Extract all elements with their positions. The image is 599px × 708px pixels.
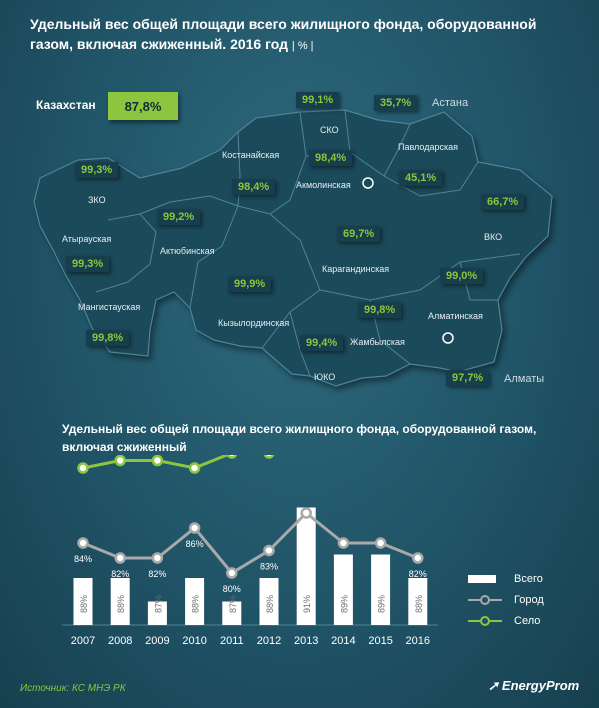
city-label-2012: 83% bbox=[259, 561, 279, 572]
region-value-aktobe: 99,2% bbox=[157, 209, 200, 225]
x-tick-2014: 2014 bbox=[331, 635, 356, 647]
legend-bar-swatch bbox=[468, 572, 508, 586]
region-value-mangistau: 99,8% bbox=[86, 330, 129, 346]
legend-city-swatch bbox=[468, 593, 508, 607]
region-name-almaty-obl: Алматинская bbox=[428, 311, 483, 321]
legend-item-village bbox=[468, 610, 544, 631]
city-label-2009: 82% bbox=[148, 569, 167, 579]
city-name-almaty: Алматы bbox=[504, 373, 545, 385]
region-value-zko: 99,3% bbox=[75, 162, 118, 178]
x-tick-2011: 2011 bbox=[219, 635, 244, 647]
region-value-akmola: 98,4% bbox=[309, 150, 352, 166]
city-point-2014 bbox=[339, 539, 348, 548]
city-label-2016: 82% bbox=[408, 569, 427, 579]
bar-label-2012: 88% bbox=[265, 594, 275, 613]
bar-label-2013: 91% bbox=[302, 594, 313, 613]
legend-label-city: Город bbox=[514, 593, 544, 606]
title-unit: | % | bbox=[291, 40, 314, 52]
logo-icon: ➚ bbox=[488, 678, 499, 693]
region-name-aktobe: Актюбинская bbox=[160, 246, 215, 256]
region-value-zhambyl: 99,8% bbox=[358, 302, 401, 318]
city-point-2008 bbox=[116, 554, 125, 563]
bar-label-2008: 88% bbox=[116, 594, 127, 613]
region-name-zhambyl: Жамбылская bbox=[350, 337, 405, 347]
x-tick-2012: 2012 bbox=[256, 635, 282, 647]
region-value-pavlodar: 45,1% bbox=[399, 170, 442, 186]
chart-title: Удельный вес общей площади всего жилищного фонда, оборудованной газом, включая сжиженный bbox=[62, 422, 537, 454]
region-value-kyzylorda: 99,9% bbox=[228, 276, 271, 292]
city-label-2013: 88% bbox=[297, 524, 316, 534]
city-point-2012 bbox=[265, 546, 274, 555]
city-label-2008: 82% bbox=[111, 569, 130, 579]
village-point-2011 bbox=[227, 455, 236, 458]
legend-item-city bbox=[468, 589, 544, 610]
x-tick-2008: 2008 bbox=[107, 635, 133, 647]
city-label-2010: 86% bbox=[185, 539, 204, 549]
region-value-uko: 99,4% bbox=[300, 335, 343, 351]
region-value-almaty-obl: 99,0% bbox=[440, 268, 483, 284]
region-name-uko: ЮКО bbox=[314, 372, 336, 382]
brand-logo bbox=[488, 678, 579, 694]
chart-legend bbox=[468, 568, 544, 631]
village-point-2009 bbox=[153, 456, 162, 465]
legend-item-total bbox=[468, 568, 544, 589]
region-value-karaganda: 69,7% bbox=[337, 226, 380, 242]
region-value-kostanay: 98,4% bbox=[232, 179, 275, 195]
legend-label-total: Всего bbox=[514, 572, 543, 585]
region-value-vko: 66,7% bbox=[481, 194, 524, 210]
city-point-2009 bbox=[153, 554, 162, 563]
legend-label-village: Село bbox=[514, 614, 541, 627]
city-value-almaty: 97,7% bbox=[446, 370, 489, 386]
city-point-2013 bbox=[302, 509, 311, 518]
bar-label-2009: 87% bbox=[153, 594, 164, 613]
city-point-2011 bbox=[227, 569, 236, 578]
x-tick-2009: 2009 bbox=[145, 635, 170, 647]
kazakhstan-label: Казахстан bbox=[36, 98, 96, 112]
village-point-2007 bbox=[79, 464, 88, 473]
city-point-2010 bbox=[190, 524, 199, 533]
bar-label-2011: 87% bbox=[227, 594, 238, 613]
region-name-sko: СКО bbox=[320, 125, 339, 135]
city-point-2016 bbox=[413, 554, 422, 563]
city-label-2011: 80% bbox=[222, 584, 241, 594]
x-tick-2007: 2007 bbox=[70, 635, 96, 647]
bar-label-2007: 88% bbox=[79, 594, 89, 613]
brand-name: EnergyProm bbox=[501, 678, 580, 693]
region-name-akmola: Акмолинская bbox=[296, 180, 351, 190]
city-name-astana: Астана bbox=[432, 97, 469, 109]
city-label-2007: 84% bbox=[73, 554, 93, 564]
region-name-karaganda: Карагандинская bbox=[322, 264, 390, 274]
bar-label-2014: 89% bbox=[339, 594, 350, 613]
region-name-pavlodar: Павлодарская bbox=[398, 142, 458, 152]
bar-label-2010: 88% bbox=[190, 594, 201, 613]
region-name-kostanay: Костанайская bbox=[222, 150, 280, 160]
village-label-2010 bbox=[186, 455, 204, 456]
region-name-zko: ЗКО bbox=[88, 195, 106, 205]
bar-2015 bbox=[371, 555, 390, 626]
region-name-mangistau: Мангистауская bbox=[78, 302, 141, 312]
village-label-2007 bbox=[74, 455, 92, 456]
legend-village-swatch bbox=[468, 614, 508, 628]
city-label-2015: 84% bbox=[371, 554, 390, 564]
bar-label-2015: 89% bbox=[376, 594, 387, 613]
city-point-2007 bbox=[79, 539, 88, 548]
x-tick-2010: 2010 bbox=[182, 635, 207, 647]
title-text: Удельный вес общей площади всего жилищного фонда, оборудованной газом, включая сжиженный. 2016 год bbox=[30, 16, 537, 52]
village-point-2012 bbox=[265, 455, 274, 458]
kazakhstan-value: 87,8% bbox=[108, 92, 178, 120]
source-note: Источник: КС МНЭ РК bbox=[20, 683, 126, 694]
region-value-sko: 99,1% bbox=[296, 92, 339, 108]
region-value-atyrau: 99,3% bbox=[66, 256, 109, 272]
region-name-atyrau: Атырауская bbox=[62, 234, 112, 244]
village-point-2008 bbox=[116, 456, 125, 465]
city-point-2015 bbox=[376, 539, 385, 548]
x-tick-2015: 2015 bbox=[368, 635, 393, 647]
x-tick-2016: 2016 bbox=[405, 635, 431, 647]
bar-2014 bbox=[334, 555, 353, 626]
region-name-kyzylorda: Кызылординская bbox=[218, 318, 290, 328]
village-point-2010 bbox=[190, 464, 199, 473]
region-name-vko: ВКО bbox=[484, 232, 503, 242]
bar-label-2016: 88% bbox=[413, 594, 424, 613]
village-line bbox=[83, 455, 418, 468]
city-line bbox=[83, 513, 418, 573]
city-label-2014: 84% bbox=[334, 554, 353, 564]
city-value-astana: 35,7% bbox=[374, 95, 417, 111]
x-tick-2013: 2013 bbox=[293, 635, 319, 647]
